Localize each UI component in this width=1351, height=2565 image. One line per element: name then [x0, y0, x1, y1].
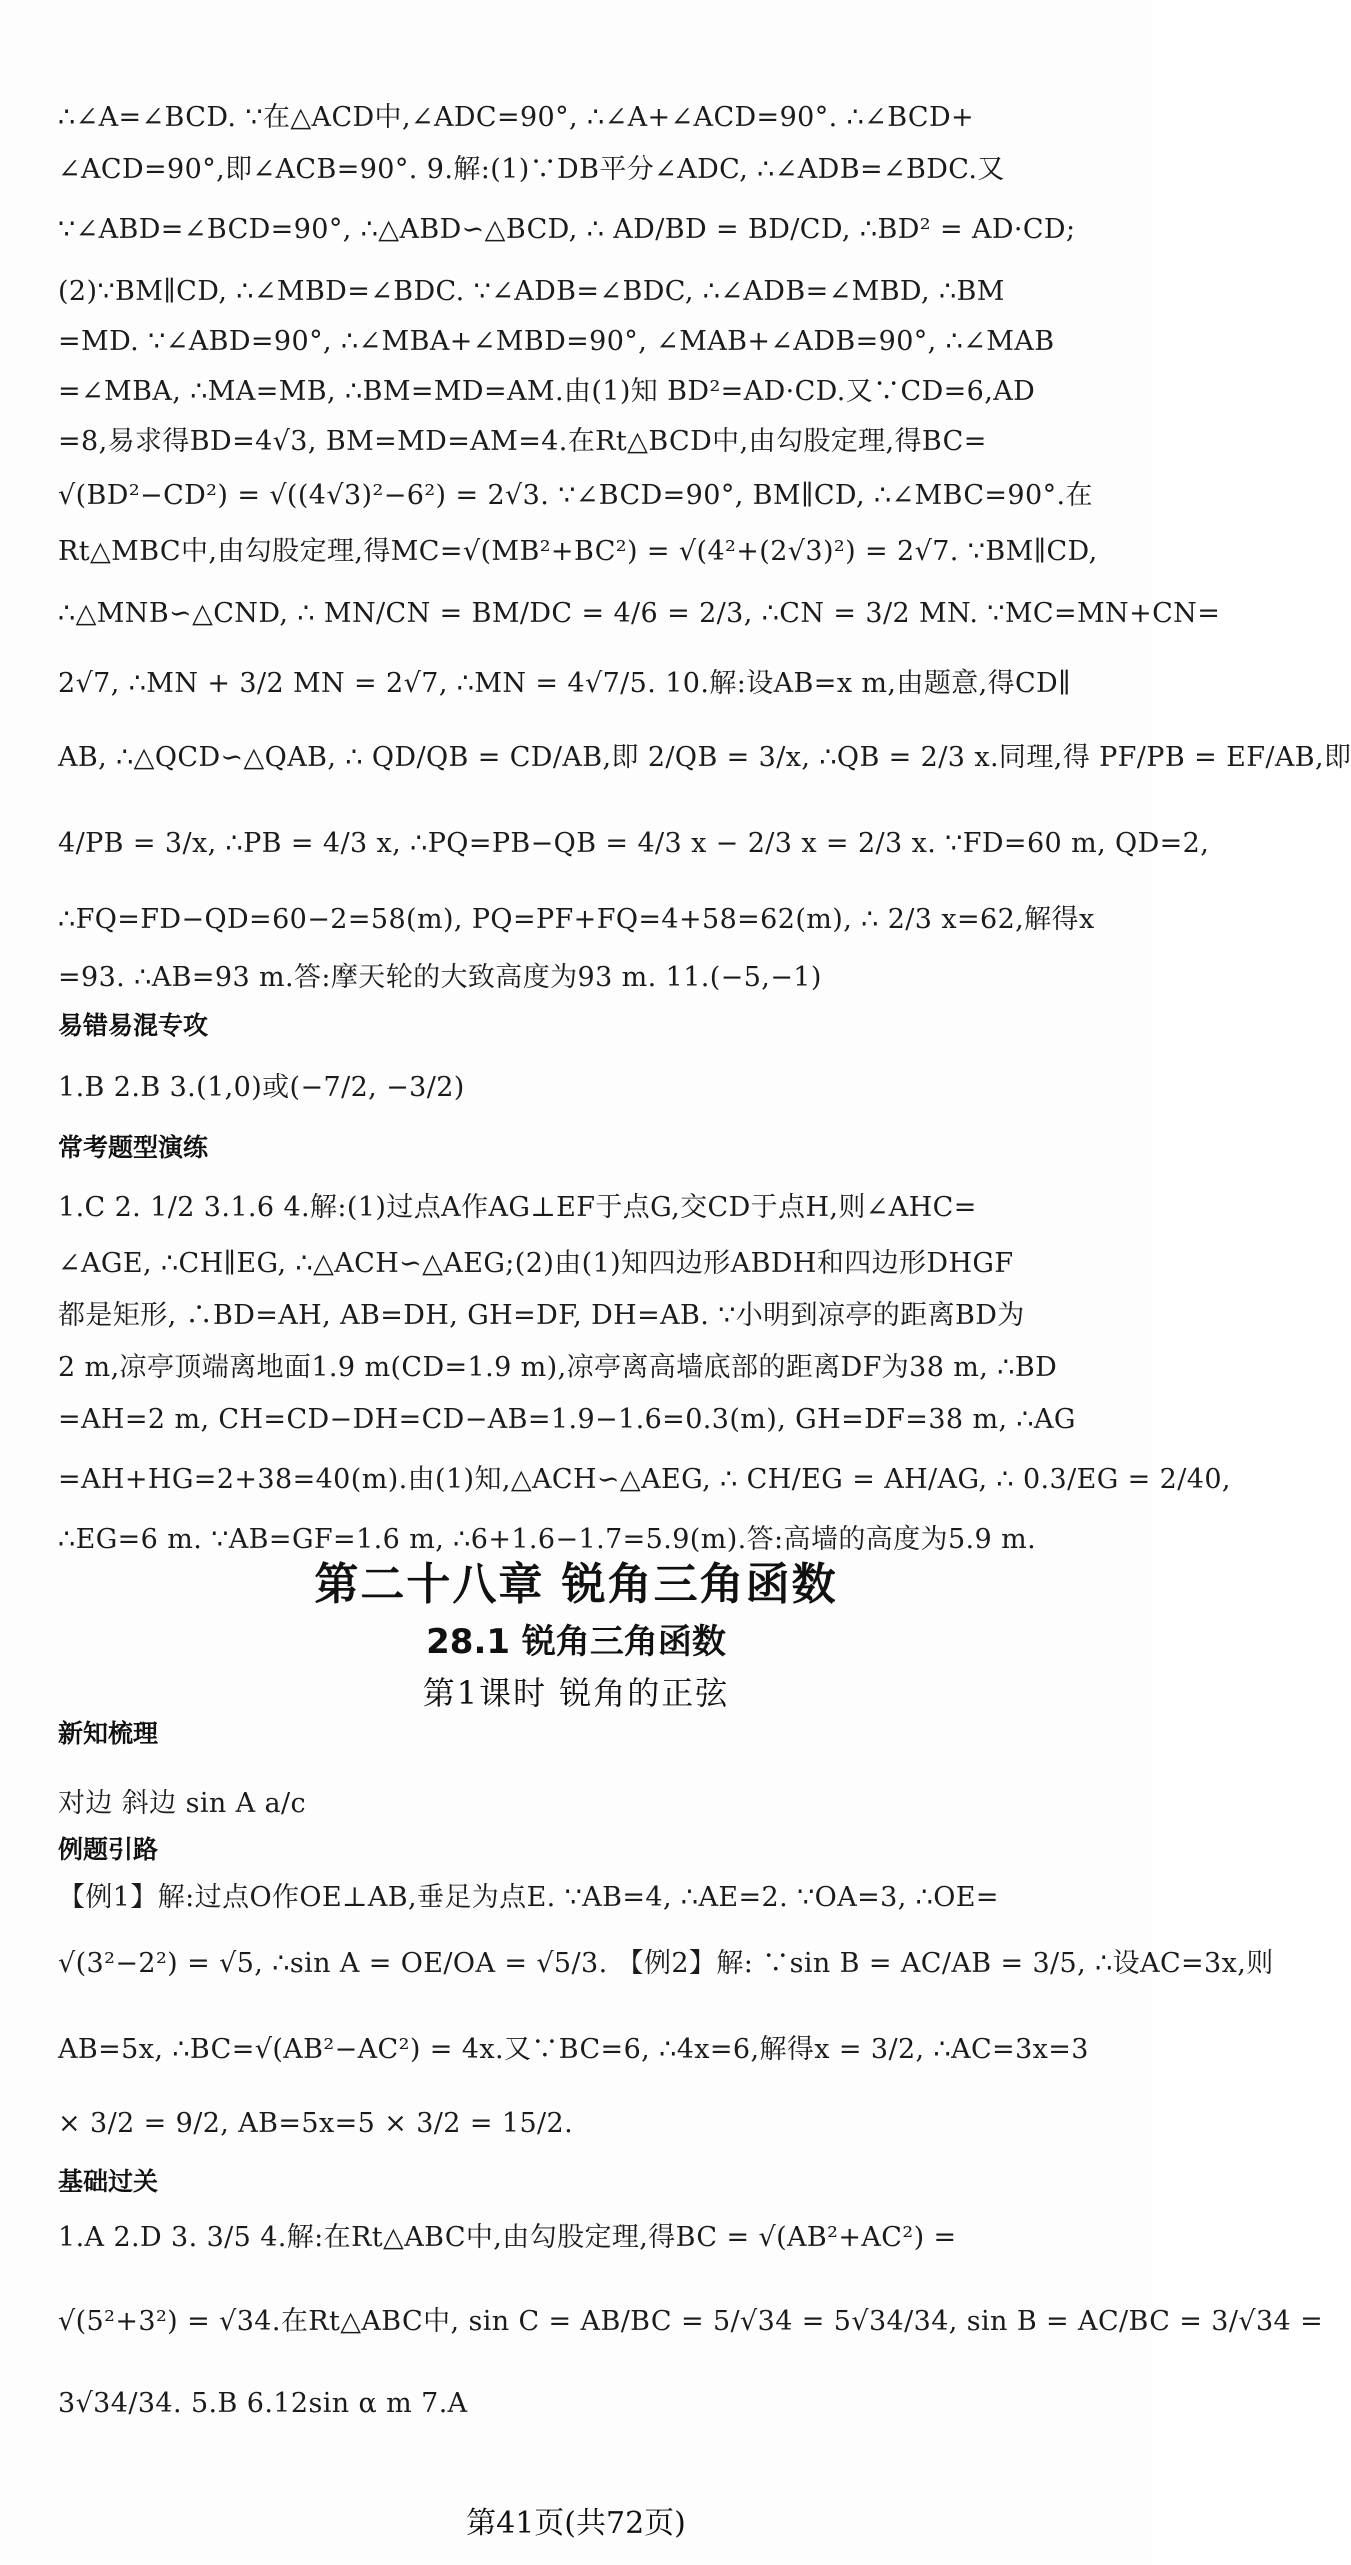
text-line: 3√34/34. 5.B 6.12sin α m 7.A — [58, 2388, 468, 2419]
answer-line: 对边 斜边 sin A a/c — [58, 1788, 307, 1819]
answer-line: 1.B 2.B 3.(1,0)或(−7/2, −3/2) — [58, 1072, 465, 1103]
text-line: 1.A 2.D 3. 3/5 4.解:在Rt△ABC中,由勾股定理,得BC = √(AB²+AC²) = — [58, 2222, 957, 2253]
text-line: (2)∵BM∥CD, ∴∠MBD=∠BDC. ∵∠ADB=∠BDC, ∴∠ADB=∠MBD, ∴BM — [58, 276, 1005, 307]
section-heading: 基础过关 — [58, 2167, 159, 2196]
section-title: 28.1 锐角三角函数 — [426, 1622, 726, 1662]
text-line: =AH+HG=2+38=40(m).由(1)知,△ACH∽△AEG, ∴ CH/EG = AH/AG, ∴ 0.3/EG = 2/40, — [58, 1464, 1231, 1495]
text-line: AB=5x, ∴BC=√(AB²−AC²) = 4x.又∵BC=6, ∴4x=6,解得x = 3/2, ∴AC=3x=3 — [58, 2034, 1089, 2065]
text-line: ∵∠ABD=∠BCD=90°, ∴△ABD∽△BCD, ∴ AD/BD = BD/CD, ∴BD² = AD·CD; — [58, 214, 1076, 245]
section-heading: 易错易混专攻 — [58, 1011, 209, 1040]
section-heading: 例题引路 — [58, 1835, 159, 1864]
text-line: ∴△MNB∽△CND, ∴ MN/CN = BM/DC = 4/6 = 2/3, ∴CN = 3/2 MN. ∵MC=MN+CN= — [58, 598, 1221, 629]
page-footer: 第41页(共72页) — [466, 2506, 686, 2541]
lesson-title: 第1课时 锐角的正弦 — [422, 1674, 730, 1712]
text-line: ∠ACD=90°,即∠ACB=90°. 9.解:(1)∵DB平分∠ADC, ∴∠ADB=∠BDC.又 — [58, 154, 1005, 185]
text-line: 【例1】解:过点O作OE⊥AB,垂足为点E. ∵AB=4, ∴AE=2. ∵OA=3, ∴OE= — [58, 1882, 999, 1913]
text-line: 1.C 2. 1/2 3.1.6 4.解:(1)过点A作AG⊥EF于点G,交CD于点H,则∠AHC= — [58, 1192, 977, 1223]
text-line: √(5²+3²) = √34.在Rt△ABC中, sin C = AB/BC = 5/√34 = 5√34/34, sin B = AC/BC = 3/√34 = — [58, 2306, 1324, 2337]
text-line: =8,易求得BD=4√3, BM=MD=AM=4.在Rt△BCD中,由勾股定理,得BC= — [58, 426, 987, 457]
text-line: 4/PB = 3/x, ∴PB = 4/3 x, ∴PQ=PB−QB = 4/3 x − 2/3 x = 2/3 x. ∵FD=60 m, QD=2, — [58, 828, 1210, 859]
text-line: √(BD²−CD²) = √((4√3)²−6²) = 2√3. ∵∠BCD=90°, BM∥CD, ∴∠MBC=90°.在 — [58, 480, 1093, 511]
text-line: 2√7, ∴MN + 3/2 MN = 2√7, ∴MN = 4√7/5. 10.解:设AB=x m,由题意,得CD∥ — [58, 668, 1071, 699]
text-line: ∴FQ=FD−QD=60−2=58(m), PQ=PF+FQ=4+58=62(m), ∴ 2/3 x=62,解得x — [58, 904, 1095, 935]
text-line: √(3²−2²) = √5, ∴sin A = OE/OA = √5/3. 【例2】解: ∵sin B = AC/AB = 3/5, ∴设AC=3x,则 — [58, 1948, 1274, 1979]
text-line: ∠AGE, ∴CH∥EG, ∴△ACH∽△AEG;(2)由(1)知四边形ABDH和四边形DHGF — [58, 1248, 1014, 1279]
text-line: × 3/2 = 9/2, AB=5x=5 × 3/2 = 15/2. — [58, 2108, 574, 2139]
section-heading: 常考题型演练 — [58, 1133, 209, 1162]
chapter-title: 第二十八章 锐角三角函数 — [314, 1559, 838, 1610]
text-line: =∠MBA, ∴MA=MB, ∴BM=MD=AM.由(1)知 BD²=AD·CD.又∵CD=6,AD — [58, 376, 1036, 407]
section-heading: 新知梳理 — [58, 1719, 159, 1748]
text-line: =AH=2 m, CH=CD−DH=CD−AB=1.9−1.6=0.3(m), GH=DF=38 m, ∴AG — [58, 1404, 1076, 1435]
text-line: AB, ∴△QCD∽△QAB, ∴ QD/QB = CD/AB,即 2/QB = 3/x, ∴QB = 2/3 x.同理,得 PF/PB = EF/AB,即 — [58, 742, 1351, 773]
text-line: ∴∠A=∠BCD. ∵在△ACD中,∠ADC=90°, ∴∠A+∠ACD=90°. ∴∠BCD+ — [58, 102, 975, 133]
text-line: =93. ∴AB=93 m.答:摩天轮的大致高度为93 m. 11.(−5,−1) — [58, 962, 822, 993]
text-line: =MD. ∵∠ABD=90°, ∴∠MBA+∠MBD=90°, ∠MAB+∠ADB=90°, ∴∠MAB — [58, 326, 1055, 357]
text-line: Rt△MBC中,由勾股定理,得MC=√(MB²+BC²) = √(4²+(2√3)²) = 2√7. ∵BM∥CD, — [58, 536, 1098, 567]
text-line: 2 m,凉亭顶端离地面1.9 m(CD=1.9 m),凉亭离高墙底部的距离DF为38 m, ∴BD — [58, 1352, 1058, 1383]
text-line: ∴EG=6 m. ∵AB=GF=1.6 m, ∴6+1.6−1.7=5.9(m).答:高墙的高度为5.9 m. — [58, 1524, 1037, 1555]
text-line: 都是矩形, ∴BD=AH, AB=DH, GH=DF, DH=AB. ∵小明到凉亭的距离BD为 — [58, 1300, 1025, 1331]
